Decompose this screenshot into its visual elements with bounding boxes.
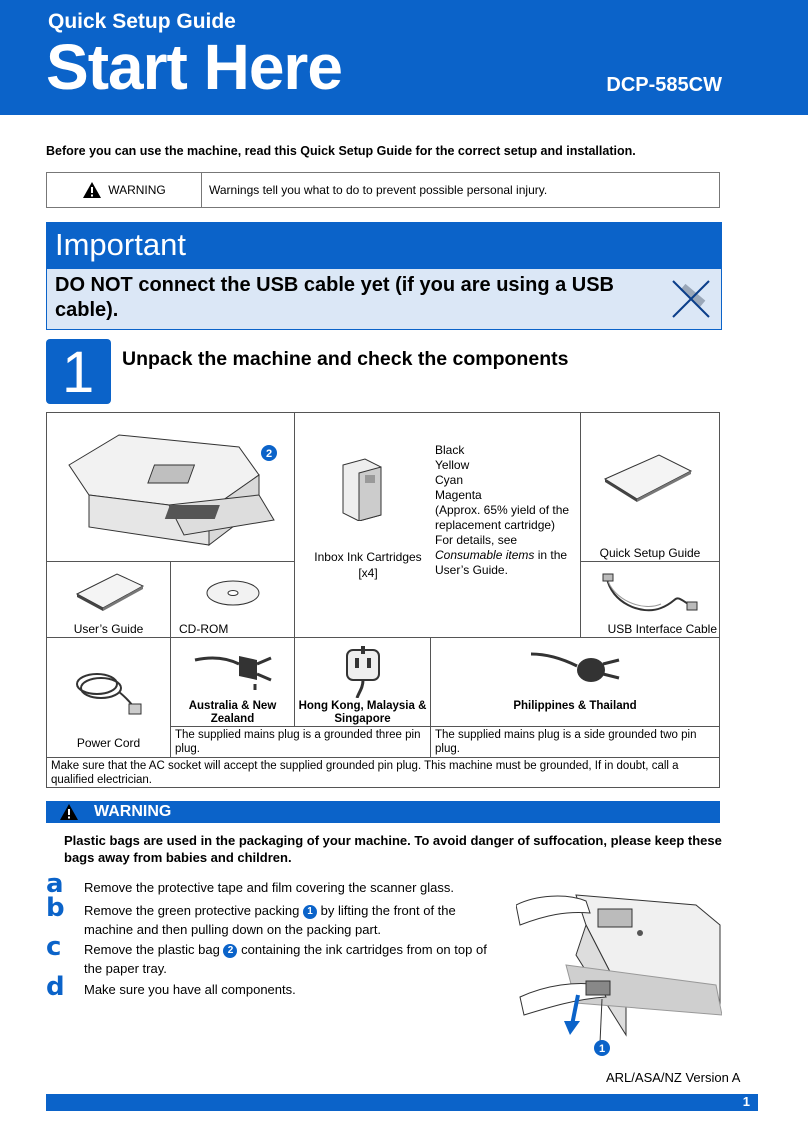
warning-legend-label [47, 173, 202, 207]
usb-cable-label: USB Interface Cable [607, 622, 717, 636]
plug-note-left-cell [170, 726, 431, 758]
step-number: 1 [62, 340, 95, 405]
users-guide-cell [46, 561, 171, 638]
ink-color: Black [435, 443, 465, 457]
warning-label: WARNING [108, 183, 166, 197]
ink-note-pre: For details, see [435, 533, 518, 547]
printer-illustration [59, 425, 285, 555]
machine-cell [46, 412, 295, 562]
plug-au-cell [170, 637, 295, 727]
socket-note-cell [46, 757, 720, 788]
ink-details-note [435, 533, 575, 578]
remove-packing-illustration [516, 885, 722, 1060]
callout-number: 1 [303, 905, 317, 919]
step-letter: b [46, 893, 65, 923]
ink-label-text: Inbox Ink Cartridges [314, 550, 422, 564]
cdrom-icon [205, 578, 261, 608]
step-text-pre: Remove the plastic bag [84, 942, 220, 957]
important-box [46, 222, 722, 330]
illustration-callout: 1 [598, 1043, 606, 1055]
machine-callout: 2 [265, 448, 273, 460]
ph-plug-icon [529, 646, 623, 690]
ink-details [435, 443, 575, 578]
components-table [46, 412, 720, 788]
quick-setup-label: Quick Setup Guide [599, 546, 701, 560]
users-guide-label: User’s Guide [73, 622, 144, 636]
step-text: Remove the protective tape and film covering the scanner glass. [84, 880, 454, 895]
ink-cartridge-icon [335, 455, 389, 521]
page-title: Start Here [46, 31, 342, 103]
plug-hk-cell [294, 637, 431, 727]
plug-au-label: Australia & New Zealand [188, 700, 277, 725]
step-text-pre: Remove the green protective packing [84, 903, 300, 918]
guide-subtitle: Quick Setup Guide [48, 10, 236, 33]
ink-cell [294, 412, 581, 638]
step-letter: a [46, 869, 64, 899]
page-number: 1 [742, 1094, 750, 1109]
power-cord-cell [46, 637, 171, 758]
plug-note-right: The supplied mains plug is a side grounded two pin plug. [435, 729, 697, 755]
cdrom-label: CD-ROM [179, 622, 229, 636]
plug-note-right-cell [430, 726, 720, 758]
footer-bar [46, 1094, 758, 1111]
warning-banner [46, 801, 720, 823]
power-cord-label: Power Cord [76, 736, 141, 750]
ink-label [309, 549, 427, 581]
ink-qty: [x4] [358, 566, 378, 580]
socket-note: Make sure that the AC socket will accept the supplied grounded pin plug. This machine must be grounded, If in doubt, call a qualified electrician. [51, 760, 679, 786]
step-letter: d [46, 972, 65, 1002]
step-text [84, 901, 504, 939]
important-title: Important [55, 227, 186, 262]
step-text [84, 940, 504, 978]
ink-color: Magenta [435, 488, 482, 502]
step-text-post: containing the ink cartridges from on top of the paper tray. [84, 942, 487, 976]
step-number-badge [46, 339, 111, 404]
step-text-post: by lifting the front of the machine and then pulling down on the packing part. [84, 903, 456, 937]
warning-banner-title: WARNING [94, 803, 172, 820]
ink-color: Yellow [435, 458, 470, 472]
step-text: Make sure you have all components. [84, 982, 296, 997]
no-usb-icon [669, 277, 713, 321]
plug-ph-label: Philippines & Thailand [513, 700, 637, 712]
au-plug-icon [193, 646, 275, 690]
ink-yield-note: (Approx. 65% yield of the replacement cartridge) [435, 503, 570, 532]
power-cord-icon [71, 664, 143, 718]
users-guide-icon [75, 572, 145, 612]
ink-note-post: in the User’s Guide. [435, 548, 568, 577]
booklet-icon [603, 453, 693, 503]
important-body [47, 269, 721, 329]
step-title: Unpack the machine and check the components [122, 348, 569, 370]
header-banner [0, 0, 808, 115]
model-name: DCP-585CW [606, 74, 722, 96]
warning-legend-table [46, 172, 720, 208]
plug-hk-label: Hong Kong, Malaysia & Singapore [298, 700, 427, 725]
warning-text: Plastic bags are used in the packaging of your machine. To avoid danger of suffocation, please keep these bags away from babies and children. [64, 833, 722, 865]
plug-ph-cell [430, 637, 720, 727]
step-letter: c [46, 932, 62, 962]
important-text: DO NOT connect the USB cable yet (if you are using a USB cable). [55, 274, 614, 321]
warning-legend-desc: Warnings tell you what to do to prevent possible personal injury. [209, 183, 548, 197]
warning-triangle-icon [58, 803, 80, 821]
ink-color: Cyan [435, 473, 464, 487]
plug-note-left: The supplied mains plug is a grounded three pin plug. [175, 729, 421, 755]
quick-setup-cell [580, 412, 720, 562]
ink-note-italic: Consumable items [435, 548, 535, 562]
usb-cable-cell [580, 561, 720, 638]
important-header [47, 223, 721, 269]
warning-triangle-icon [82, 181, 102, 199]
cdrom-cell [170, 561, 295, 638]
callout-number: 2 [223, 944, 237, 958]
hk-plug-icon [341, 644, 385, 698]
usb-cable-icon [601, 572, 701, 618]
intro-text: Before you can use the machine, read this Quick Setup Guide for the correct setup and installation. [46, 144, 636, 158]
version-label: ARL/ASA/NZ Version A [606, 1070, 741, 1085]
